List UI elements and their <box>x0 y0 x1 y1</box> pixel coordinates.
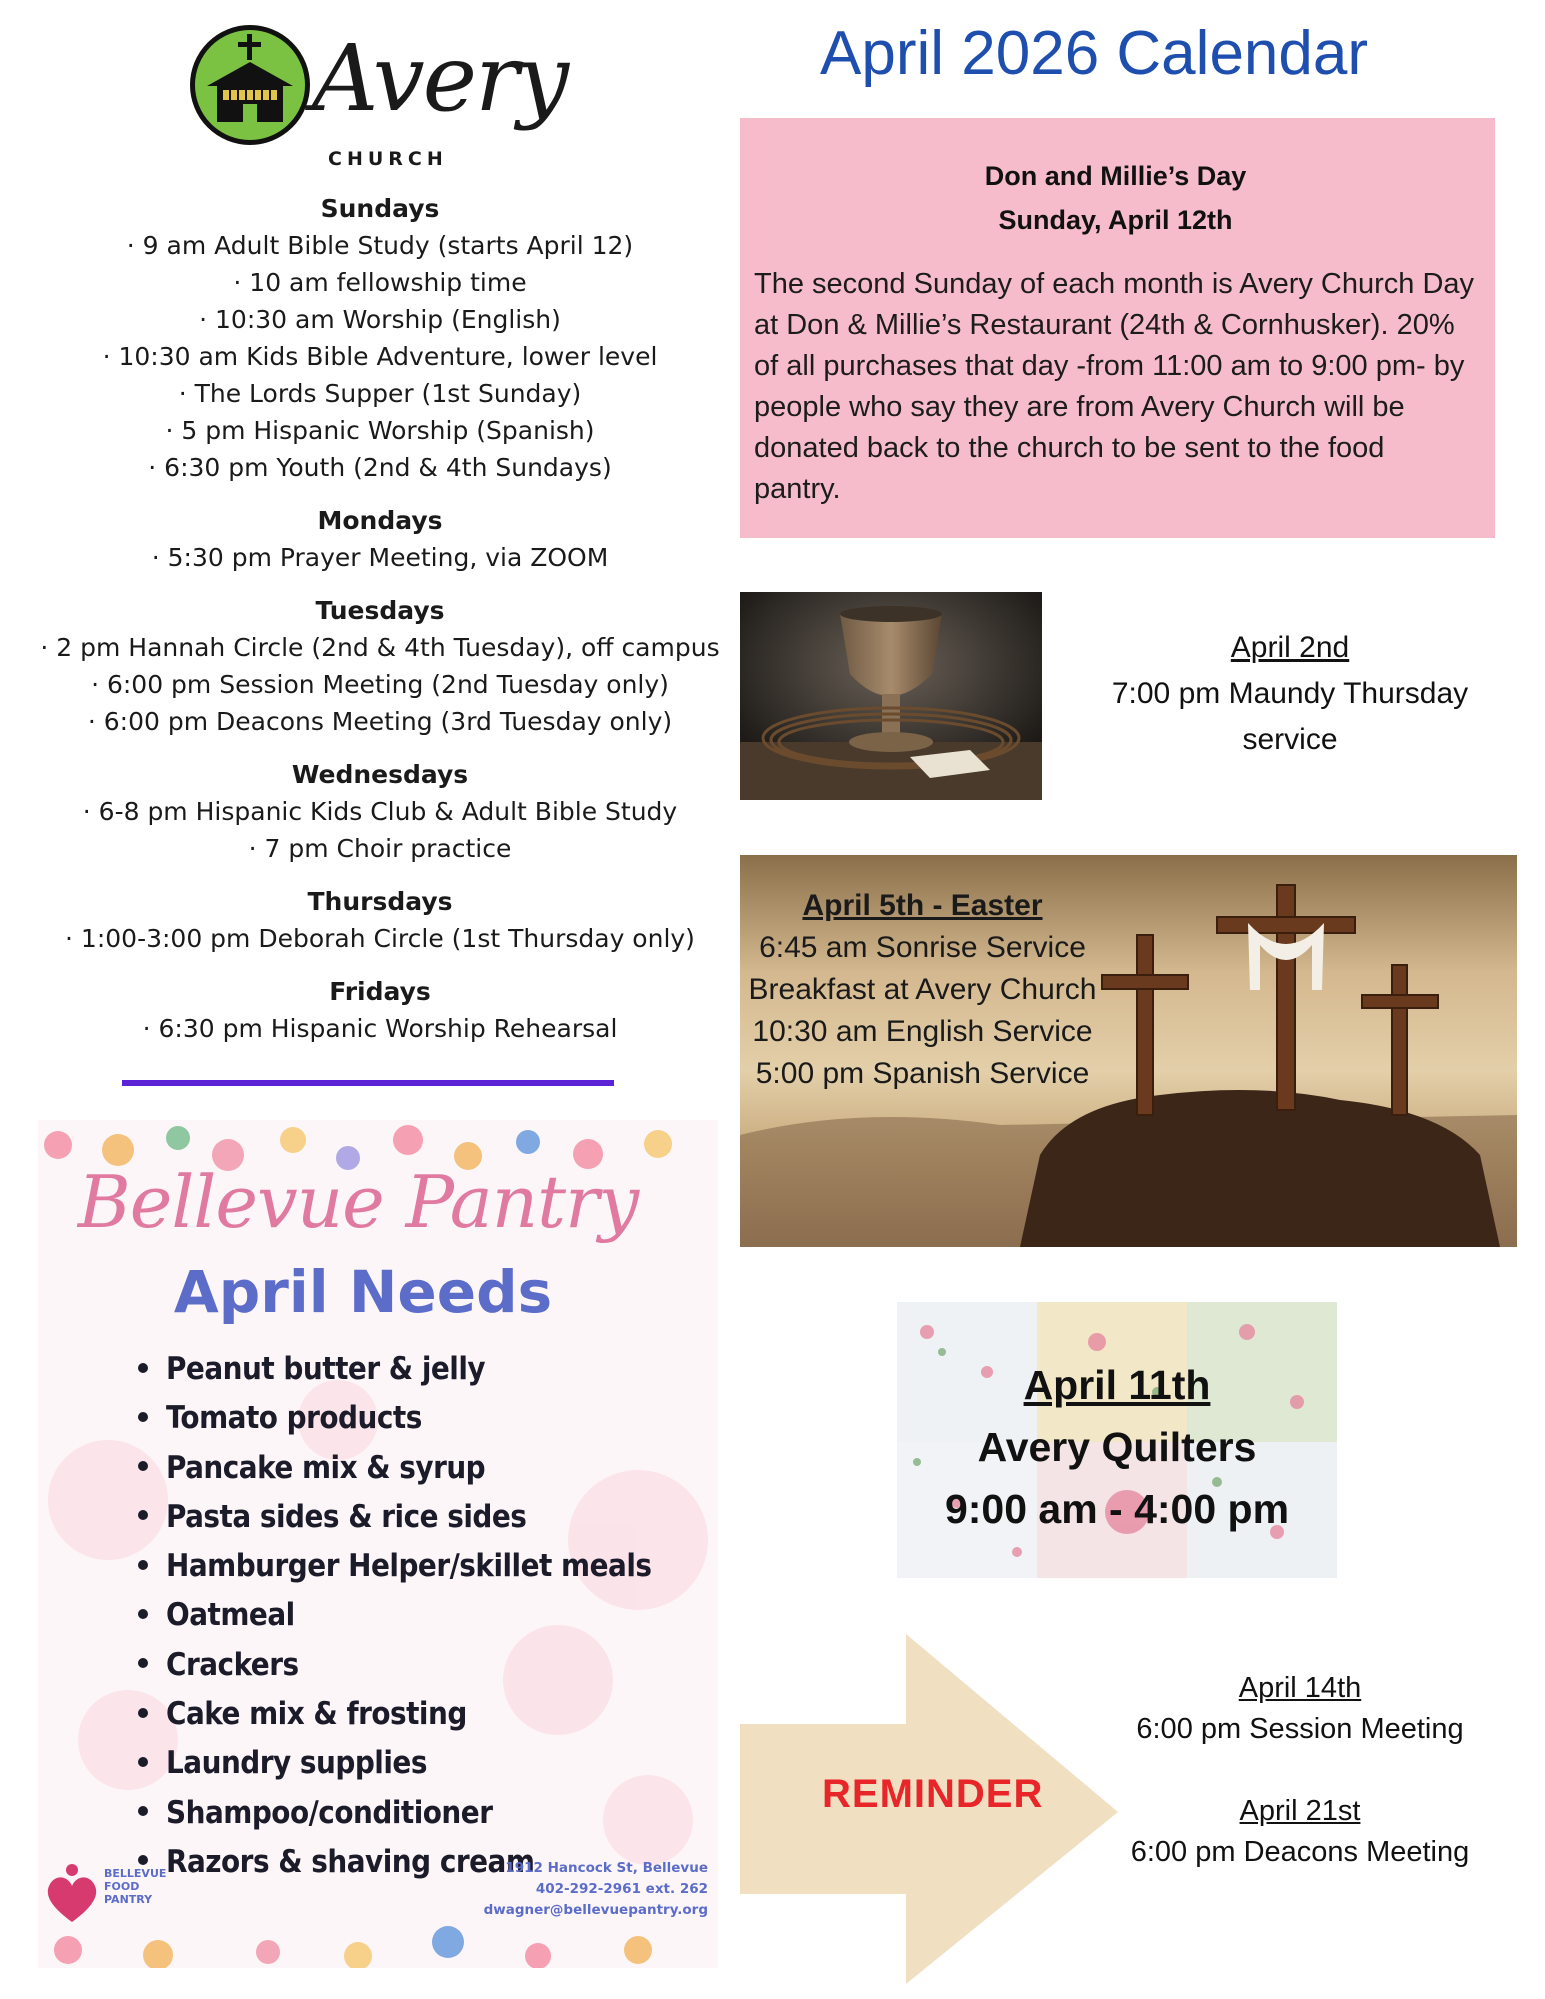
schedule-item: · 6:30 pm Youth (2nd & 4th Sundays) <box>148 453 612 482</box>
day-heading-wednesdays: Wednesdays <box>291 760 469 789</box>
schedule-item: · 5:30 pm Prayer Meeting, via ZOOM <box>151 543 609 572</box>
chalice-crown-image <box>740 592 1042 800</box>
pantry-subtitle: April Needs <box>173 1258 553 1326</box>
day-heading-sundays: Sundays <box>320 194 440 223</box>
day-heading-mondays: Mondays <box>317 506 443 535</box>
pantry-phone: 402-292-2961 ext. 262 <box>535 1881 708 1897</box>
logo-wordmark: Avery <box>312 25 568 132</box>
list-item: Hamburger Helper/skillet meals <box>138 1542 652 1591</box>
easter-schedule <box>740 885 1105 1095</box>
maundy-date: April 2nd <box>1230 631 1350 664</box>
quilters-panel <box>897 1302 1337 1578</box>
schedule-item: · 5 pm Hispanic Worship (Spanish) <box>165 416 595 445</box>
weekly-schedule <box>20 190 740 1047</box>
schedule-item: · 9 am Adult Bible Study (starts April 12) <box>126 231 634 260</box>
quilters-info <box>897 1354 1337 1540</box>
don-millie-card <box>740 118 1495 538</box>
schedule-item: · 1:00-3:00 pm Deborah Circle (1st Thursday only) <box>65 924 695 953</box>
church-building-icon <box>190 25 310 145</box>
schedule-item: · 6-8 pm Hispanic Kids Club & Adult Bible Study <box>82 797 678 826</box>
easter-date: April 5th - Easter <box>802 889 1043 922</box>
list-item: Laundry supplies <box>138 1739 652 1788</box>
easter-line: Breakfast at Avery Church <box>748 973 1097 1006</box>
list-item: Cake mix & frosting <box>138 1690 652 1739</box>
pantry-flyer <box>38 1120 718 1968</box>
pantry-needs-list <box>138 1345 652 1887</box>
pantry-address: 1912 Hancock St, Bellevue <box>505 1860 708 1876</box>
pantry-contact <box>458 1858 708 1921</box>
day-heading-thursdays: Thursdays <box>307 887 453 916</box>
list-item: Crackers <box>138 1641 652 1690</box>
day-heading-tuesdays: Tuesdays <box>315 596 445 625</box>
quilters-name: Avery Quilters <box>977 1424 1257 1470</box>
list-item: Shampoo/conditioner <box>138 1789 652 1838</box>
easter-panel <box>740 855 1517 1247</box>
reminder-text: 6:00 pm Session Meeting <box>1136 1713 1464 1745</box>
list-item: Oatmeal <box>138 1591 652 1640</box>
reminder-label: REMINDER <box>822 1772 1044 1816</box>
list-item: Pasta sides & rice sides <box>138 1493 652 1542</box>
reminder-text: 6:00 pm Deacons Meeting <box>1130 1836 1470 1868</box>
church-logo <box>190 25 568 180</box>
easter-line: 5:00 pm Spanish Service <box>755 1057 1090 1090</box>
quilters-time: 9:00 am - 4:00 pm <box>944 1486 1290 1532</box>
easter-line: 10:30 am English Service <box>752 1015 1093 1048</box>
maundy-thursday-info <box>1060 625 1520 763</box>
schedule-item: · 10:30 am Kids Bible Adventure, lower level <box>102 342 658 371</box>
schedule-item: · 10 am fellowship time <box>233 268 527 297</box>
don-millie-title: Don and Millie’s Day <box>984 161 1247 191</box>
schedule-item: · 6:00 pm Deacons Meeting (3rd Tuesday only) <box>87 707 673 736</box>
logo-subtitle: CHURCH <box>328 148 448 170</box>
schedule-item: · 6:30 pm Hispanic Worship Rehearsal <box>142 1014 618 1043</box>
list-item: Tomato products <box>138 1394 652 1443</box>
reminder-date: April 21st <box>1239 1795 1361 1827</box>
schedule-item: · 10:30 am Worship (English) <box>199 305 561 334</box>
reminder-date: April 14th <box>1238 1672 1362 1704</box>
maundy-line1: 7:00 pm Maundy Thursday <box>1111 677 1469 710</box>
maundy-line2: service <box>1242 723 1338 756</box>
pantry-logo-text: BELLEVUE FOOD PANTRY <box>104 1867 167 1906</box>
schedule-item: · 7 pm Choir practice <box>248 834 512 863</box>
list-item: Peanut butter & jelly <box>138 1345 652 1394</box>
page-title: April 2026 Calendar <box>820 19 1369 88</box>
pantry-email: dwagner@bellevuepantry.org <box>483 1902 708 1918</box>
day-heading-fridays: Fridays <box>329 977 431 1006</box>
reminder-list <box>1110 1668 1490 1873</box>
don-millie-date: Sunday, April 12th <box>998 205 1233 235</box>
list-item: Razors & shaving cream <box>138 1838 652 1887</box>
quilters-date: April 11th <box>1023 1362 1211 1408</box>
schedule-item: · The Lords Supper (1st Sunday) <box>178 379 582 408</box>
don-millie-body: The second Sunday of each month is Avery Church Day at Don & Millie’s Restaurant (24th & Cornhusker). 20% of all purchases that day -from 11:00 am to 9:00 pm- by people who say they are from Avery Church will be donated back to the church to be sent to the food pantry. <box>754 268 1475 505</box>
easter-line: 6:45 am Sonrise Service <box>759 931 1086 964</box>
pantry-title: Bellevue Pantry <box>77 1160 639 1244</box>
section-divider <box>122 1080 614 1086</box>
schedule-item: · 2 pm Hannah Circle (2nd & 4th Tuesday), off campus <box>40 633 720 662</box>
list-item: Pancake mix & syrup <box>138 1444 652 1493</box>
schedule-item: · 6:00 pm Session Meeting (2nd Tuesday only) <box>91 670 669 699</box>
